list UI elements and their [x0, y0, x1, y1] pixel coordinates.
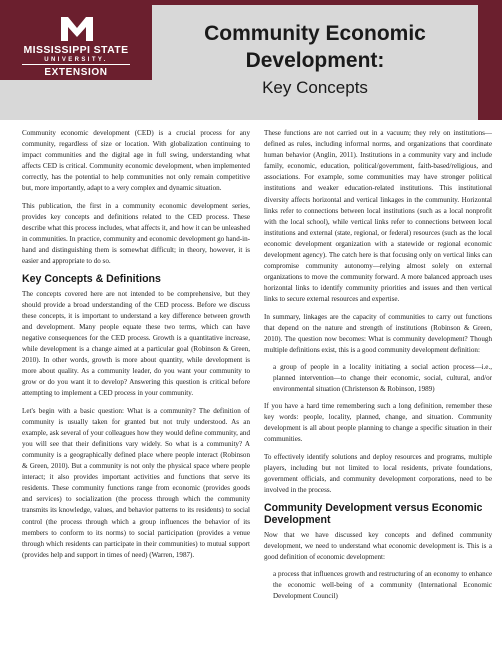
- header-right-band: [478, 0, 502, 120]
- left-column: [22, 128, 250, 567]
- right-paragraph-1: These functions are not carried out in a vacuum; they rely on institutions—defined as rules, including informal norms, and organizations that coordinate human behavior (Anglin, 2011). Institutions in a community vary and include family, economic, education, political/government, faith-based/religious, and associations. For example, some communities may have stronger political institutions and weaker education-related institutions. This institutional diversity affects horizontal and vertical linkages in the community. Horizontal links refer to connections between local institutions (such as a local nonprofit with the local school), while vertical links refer to connections between local institutions and external (state, regional, or federal) resources (such as the local economic development organization with a statewide or regional economic development agency). The catch here is that focusing only on vertical links can compromise community autonomy—relying almost solely on external organizations to move the community forward. A more balanced approach uses horizontal links to identify community priorities and issues and then vertical links to secure external resources and expertise.: [264, 129, 492, 304]
- left-paragraph-2: This publication, the first in a community economic development series, provides key concepts and definitions related to the CED process. These describe what this process includes, what affects it, and how it can be unleashed in communities. In practice, community and economic development go hand-in-hand and distinguishing them is somewhat difficult; in theory, however, it is easier and appropriate to do so.: [22, 201, 250, 266]
- right-paragraph-5: Now that we have discussed key concepts and defined community development, we need to understand what economic development is. This is a good definition of economic development:: [264, 530, 492, 562]
- title-line-2: Development:: [245, 49, 385, 72]
- left-paragraph-3: The concepts covered here are not intended to be comprehensive, but they should provide a broad understanding of the CED process. Before we discuss these concepts, it is important to understand a key difference between growth and development. Many people equate these two terms, which can have negative consequences for the CED process. Growth is a quantitative increase, while development is a change aimed at a particular goal (Robinson & Green, 2010). In other words, growth is more about quantity, while development is more about quality. As a community leader, do you want your community to grow or do you want it to develop? Answering this question is critical before attempting to implement a CED process in your community.: [22, 289, 250, 398]
- left-paragraph-4: Let's begin with a basic question: What is a community? The definition of community is usually taken for granted but not truly understood. As an example, ask several of your colleagues how they would define community, and you will see that their definitions vary widely. So what is a community? A community is a geographically defined place where people interact (Robinson & Green, 2010). But a community is not only the physical space where people interact; it also provides important activities and functions that serve its residents. These community functions range from economic (provides goods and services) to socialization (the process through which the community transmits its knowledge, values, and behavior patterns to its residents) to social control (the process through which a group influences the behavior of its members to conform to its norms) to social participation (provides a venue through which residents can participate in their communities) to mutual support (provides help and support in times of need) (Warren, 1987).: [22, 406, 250, 559]
- section-heading-key-concepts: Key Concepts & Definitions: [22, 273, 161, 286]
- right-paragraph-2: In summary, linkages are the capacity of communities to carry out functions that depend on the nature and strength of institutions (Robinson & Green, 2010). The question now becomes: What is community development? Though multiple definitions exist, this is a good community development definition:: [264, 312, 492, 354]
- msu-extension-logo[interactable]: [0, 0, 152, 80]
- title-line-1: Community Economic: [204, 22, 426, 45]
- logo-line-2: UNIVERSITY.: [44, 57, 108, 63]
- community-development-definition: a group of people in a locality initiating a social action process—i.e., planned intervention—to change their economic, social, cultural, and/or environmental situation (Christenson & Robinson, 1989): [273, 362, 492, 394]
- section-heading-cd-vs-ed: Community Development versus Economic Development: [264, 501, 483, 527]
- right-column: [264, 128, 492, 608]
- header-logo-underpanel: [0, 80, 152, 120]
- logo-line-1: MISSISSIPPI STATE: [23, 44, 129, 56]
- logo-divider: [22, 64, 130, 65]
- subtitle: Key Concepts: [262, 78, 368, 97]
- right-paragraph-3: If you have a hard time remembering such a long definition, remember these key words: people, locality, planned, change, and situation. Community development is all about people planning to change a specific situation in their communities.: [264, 402, 492, 444]
- right-paragraph-4: To effectively identify solutions and deploy resources and programs, multiple players, including but not limited to local residents, private foundations, government officials, and community development corporations, need to be involved in the process.: [264, 452, 492, 494]
- left-paragraph-1: Community economic development (CED) is a crucial process for any community, regardless of size or location. With globalization continuing to impact communities and the digital age in full swing, understanding what affects CED is critical. Community economic development, when implemented correctly, has the potential to help communities not only remain competitive but, more importantly, adapt to a very complex and dynamic situation.: [22, 129, 250, 193]
- economic-development-definition: a process that influences growth and restructuring of an economy to enhance the economic well-being of a community (International Economic Development Council): [273, 570, 492, 601]
- logo-line-3: EXTENSION: [44, 67, 108, 78]
- msu-m-emblem-icon: [60, 14, 94, 42]
